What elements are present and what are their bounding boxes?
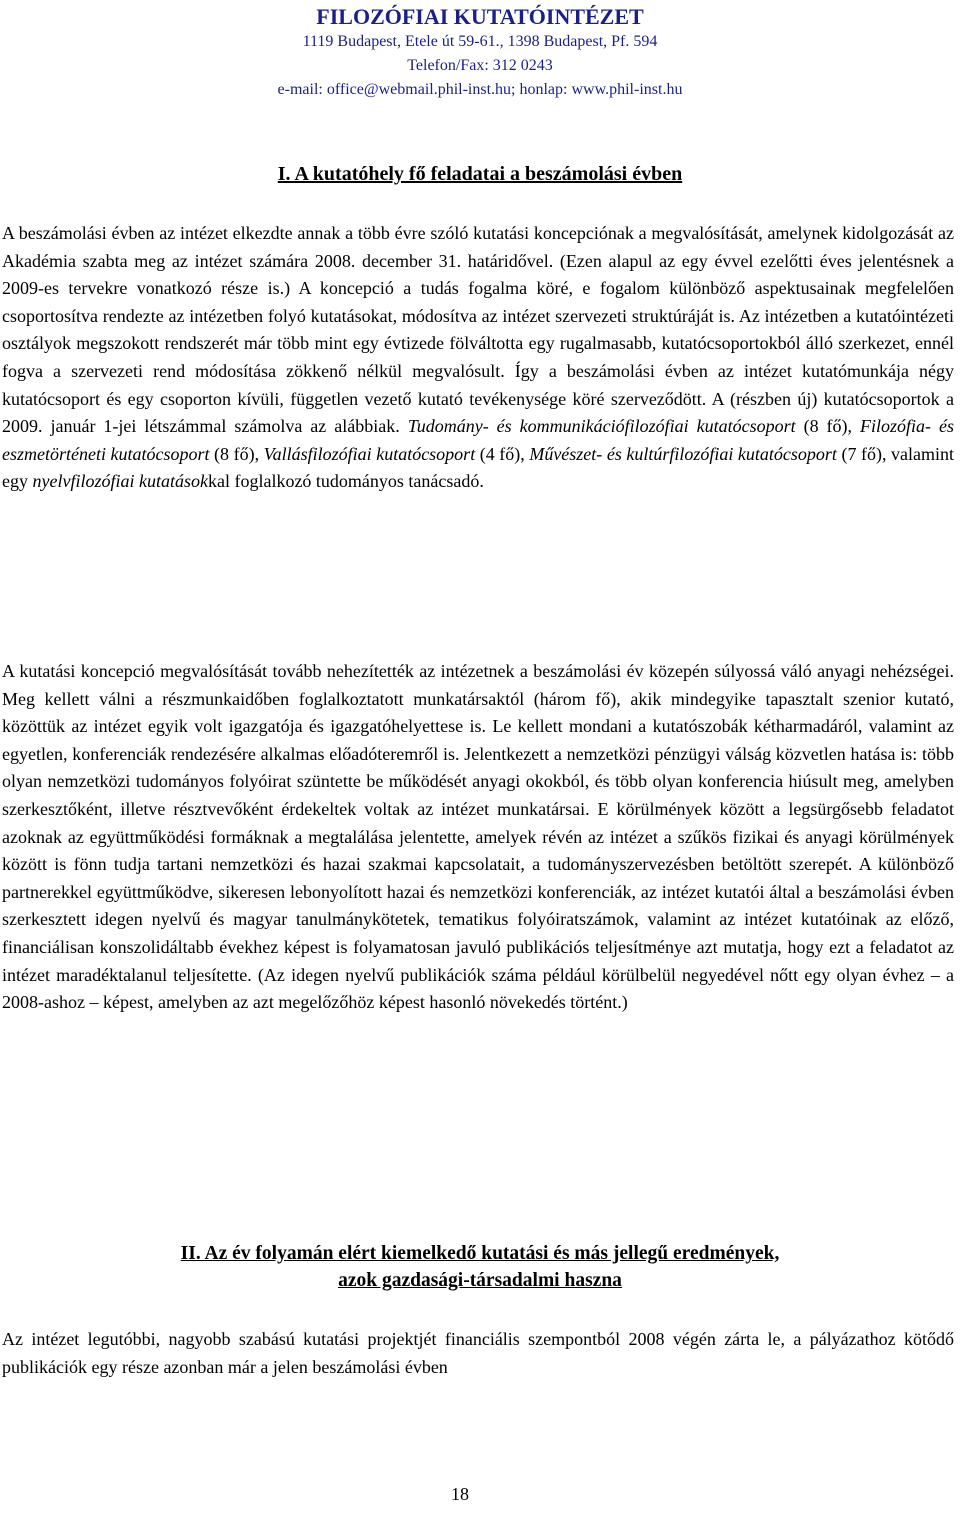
section-2-heading (0, 1240, 960, 1294)
paragraph-text: (8 fő), (209, 443, 264, 464)
paragraph-text: kal foglalkozó tudományos tanácsadó. (207, 471, 484, 492)
institute-phone-fax: Telefon/Fax: 312 0243 (407, 57, 553, 74)
research-group-3: Vallásfilozófiai kutatócsoport (263, 443, 476, 464)
paragraph-text: (4 fő), (475, 443, 530, 464)
research-field: nyelvfilozófiai kutatások (32, 471, 208, 492)
section-1-heading: I. A kutatóhely fő feladatai a beszámolási évben (277, 163, 683, 185)
section-2-heading-line-1: II. Az év folyamán elért kiemelkedő kutatási és más jellegű eredmények, (180, 1243, 780, 1264)
institute-name: FILOZÓFIAI KUTATÓINTÉZET (316, 4, 644, 29)
paragraph-text: (8 fő), (795, 416, 861, 437)
section-2-paragraph-1: Az intézet legutóbbi, nagyobb szabású kutatási projektjét financiális szempontból 2008 végén zárta le, a pályázathoz kötődő publikációk egy része azonban már a jelen beszámolási évben (2, 1329, 954, 1377)
institute-contact: e-mail: office@webmail.phil-inst.hu; honlap: www.phil-inst.hu (277, 81, 683, 98)
paragraph-text: (7 fő), valamint egy (2, 443, 955, 492)
page-number: 18 (451, 1484, 469, 1504)
paragraph-text: A beszámolási évben az intézet elkezdte annak a több évre szóló kutatási koncepciónak a megvalósítását, amelynek kidolgozását az Akadémia szabta meg az intézet számára 2008. december 31. határidővel. (Ezen alapul az egy évvel ezelőtti éves jelentésnek a 2009-es tervekre vonatkozó része is.) A koncepció a tudás fogalma köré, e fogalom különböző aspektusainak megfelelően csoportosítva rendezte az intézetben folyó kutatásokat, módosítva az intézet szervezeti struktúráját is. Az intézetben a kutatóintézeti osztályok megszokott rendszerét már több mint egy évtizede fölváltotta egy rugalmasabb, kutatócsoportokból álló szerkezet, ennél fogva a szervezeti rend módosítása zökkenő nélkül megvalósult. Így a beszámolási évben az intézet kutatómunkája négy kutatócsoport és egy csoporton kívüli, független vezető kutató tevékenysége köré szerveződött. A (részben új) kutatócsoportok a 2009. január 1-jei létszámmal számolva az alábbiak. (2, 223, 954, 437)
section-1-paragraph-2: A kutatási koncepció megvalósítását tovább nehezítették az intézetnek a beszámolási év közepén súlyossá váló anyagi nehézségei. Meg kellett válni a részmunkaidőben foglalkoztatott munkatársaktól (három fő), akik mindegyike tapasztalt szenior kutató, közöttük az intézet egyik volt igazgatója és igazgatóhelyettese is. Le kellett mondani a kutatószobák kétharmadáról, valamint az egyetlen, konferenciák rendezésére alkalmas előadóteremről is. Jelentkezett a nemzetközi pénzügyi válság közvetlen hatása is: több olyan nemzetközi tudományos folyóirat szüntette be működését anyagi okokból, és több olyan konferencia hiúsult meg, amelyben szerkesztőként, illetve résztvevőként érdekeltek voltak az intézet munkatársai. E körülmények között a legsürgősebb feladatot azoknak az együttműködési formáknak a megtalálása jelentette, amelyek révén az intézet a szűkös fizikai és anyagi körülmények között is fönn tudja tartani nemzetközi és hazai szakmai kapcsolatait, a tudományszervezésben betöltött szerepét. A különböző partnerekkel együttműködve, sikeresen lebonyolított hazai és nemzetközi konferenciák, az intézet kutatói által a beszámolási évben szerkesztett idegen nyelvű és magyar tanulmánykötetek, tematikus folyóiratszámok, valamint az intézet kutatóinak az előző, financiálisan konszolidáltabb évekhez képest is folyamatosan javuló publikációs teljesítménye azt mutatja, hogy ezt a feladatot az intézet maradéktalanul teljesítette. (Az idegen nyelvű publikációk száma például körülbelül negyedével nőtt egy olyan évhez – a 2008-ashoz – képest, amelyben az azt megelőzőhöz képest hasonló növekedés történt.) (2, 661, 954, 1013)
section-2-heading-line-2: azok gazdasági-társadalmi haszna (338, 1270, 622, 1291)
research-group-2: Filozófia- és eszmetörténeti kutatócsoport (2, 416, 955, 464)
institute-address: 1119 Budapest, Etele út 59-61., 1398 Budapest, Pf. 594 (302, 33, 658, 50)
research-group-1: Tudomány- és kommunikációfilozófiai kutatócsoport (407, 416, 796, 437)
section-1-paragraph-1 (2, 220, 954, 496)
letterhead (0, 4, 960, 102)
research-group-4: Művészet- és kultúrfilozófiai kutatócsoport (529, 443, 837, 464)
